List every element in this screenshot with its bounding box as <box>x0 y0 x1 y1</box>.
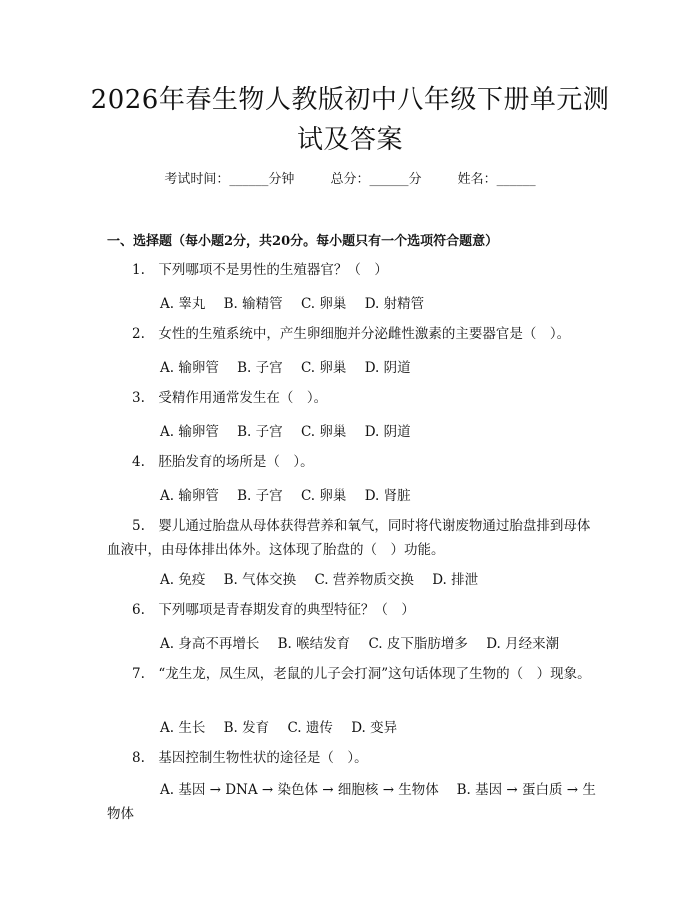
question-stem: 7. “龙生龙，凤生凤，老鼠的儿子会打洞”这句话体现了生物的（ ）现象。 <box>132 666 591 682</box>
option: D. 变异 <box>351 720 398 736</box>
option: C. 卵巢 <box>300 424 347 440</box>
option: C. 卵巢 <box>300 488 347 504</box>
question-stem: 5. 婴儿通过胎盘从母体获得营养和氧气，同时将代谢废物通过胎盘排到母体血液中，由母体排出体外。这体现了胎盘的（ ）功能。 <box>107 518 591 558</box>
option: C. 皮下脂肪增多 <box>368 636 468 652</box>
option: A. 生长 <box>160 720 206 736</box>
question-stem: 4. 胚胎发育的场所是（ ）。 <box>132 454 314 470</box>
question-3 <box>107 386 597 410</box>
question-2-options <box>160 356 425 376</box>
question-6 <box>107 598 597 622</box>
option: B. 气体交换 <box>223 572 297 588</box>
question-stem: 3. 受精作用通常发生在（ ）。 <box>132 390 328 406</box>
option: D. 阴道 <box>364 424 411 440</box>
option: A. 免疫 <box>160 572 206 588</box>
exam-name: 姓名：______ <box>457 172 536 187</box>
question-stem: 8. 基因控制生物性状的途径是（ ）。 <box>132 750 368 766</box>
question-1 <box>107 258 597 282</box>
option: A. 输卵管 <box>160 360 219 376</box>
option: A. 输卵管 <box>160 488 219 504</box>
option: A. 基因 → DNA → 染色体 → 细胞核 → 生物体 <box>160 782 439 798</box>
option: A. 睾丸 <box>160 296 206 312</box>
exam-meta <box>0 168 700 187</box>
exam-time: 考试时间：______分钟 <box>164 172 295 187</box>
option: B. 发育 <box>223 720 270 736</box>
option: B. 子宫 <box>237 488 283 504</box>
option: B. 喉结发育 <box>277 636 351 652</box>
question-3-options <box>160 420 425 440</box>
question-5-options <box>160 568 492 588</box>
option: C. 营养物质交换 <box>314 572 414 588</box>
question-4-options <box>160 484 425 504</box>
question-7 <box>107 662 597 686</box>
question-stem: 6. 下列哪项是青春期发育的典型特征？（ ） <box>132 602 415 618</box>
question-8 <box>107 746 597 770</box>
option: D. 月经来潮 <box>486 636 560 652</box>
option: C. 卵巢 <box>300 360 347 376</box>
question-4 <box>107 450 597 474</box>
question-2 <box>107 322 597 346</box>
option: B. 子宫 <box>237 360 283 376</box>
option: A. 身高不再增长 <box>160 636 260 652</box>
exam-title: 2026年春生物人教版初中八年级下册单元测试及答案 <box>90 85 610 155</box>
option: D. 肾脏 <box>364 488 411 504</box>
question-stem: 2. 女性的生殖系统中，产生卵细胞并分泌雌性激素的主要器官是（ ）。 <box>132 326 571 342</box>
question-stem: 1. 下列哪项不是男性的生殖器官？（ ） <box>132 262 388 278</box>
question-5 <box>107 514 597 562</box>
question-6-options <box>160 632 573 652</box>
question-7-options <box>160 716 411 736</box>
exam-score: 总分：______分 <box>330 172 422 187</box>
option: B. 输精管 <box>223 296 283 312</box>
question-1-options <box>160 292 438 312</box>
option: C. 卵巢 <box>300 296 347 312</box>
option: D. 射精管 <box>364 296 425 312</box>
option: D. 排泄 <box>432 572 479 588</box>
option: D. 阴道 <box>364 360 411 376</box>
option: A. 输卵管 <box>160 424 219 440</box>
question-8-options <box>107 778 597 826</box>
option: C. 遗传 <box>287 720 333 736</box>
option: B. 子宫 <box>237 424 283 440</box>
section-heading: 一、选择题（每小题2分，共20分。每小题只有一个选项符合题意） <box>107 234 499 249</box>
option: B. 基因 → 蛋白质 → 生物体 <box>107 782 596 822</box>
